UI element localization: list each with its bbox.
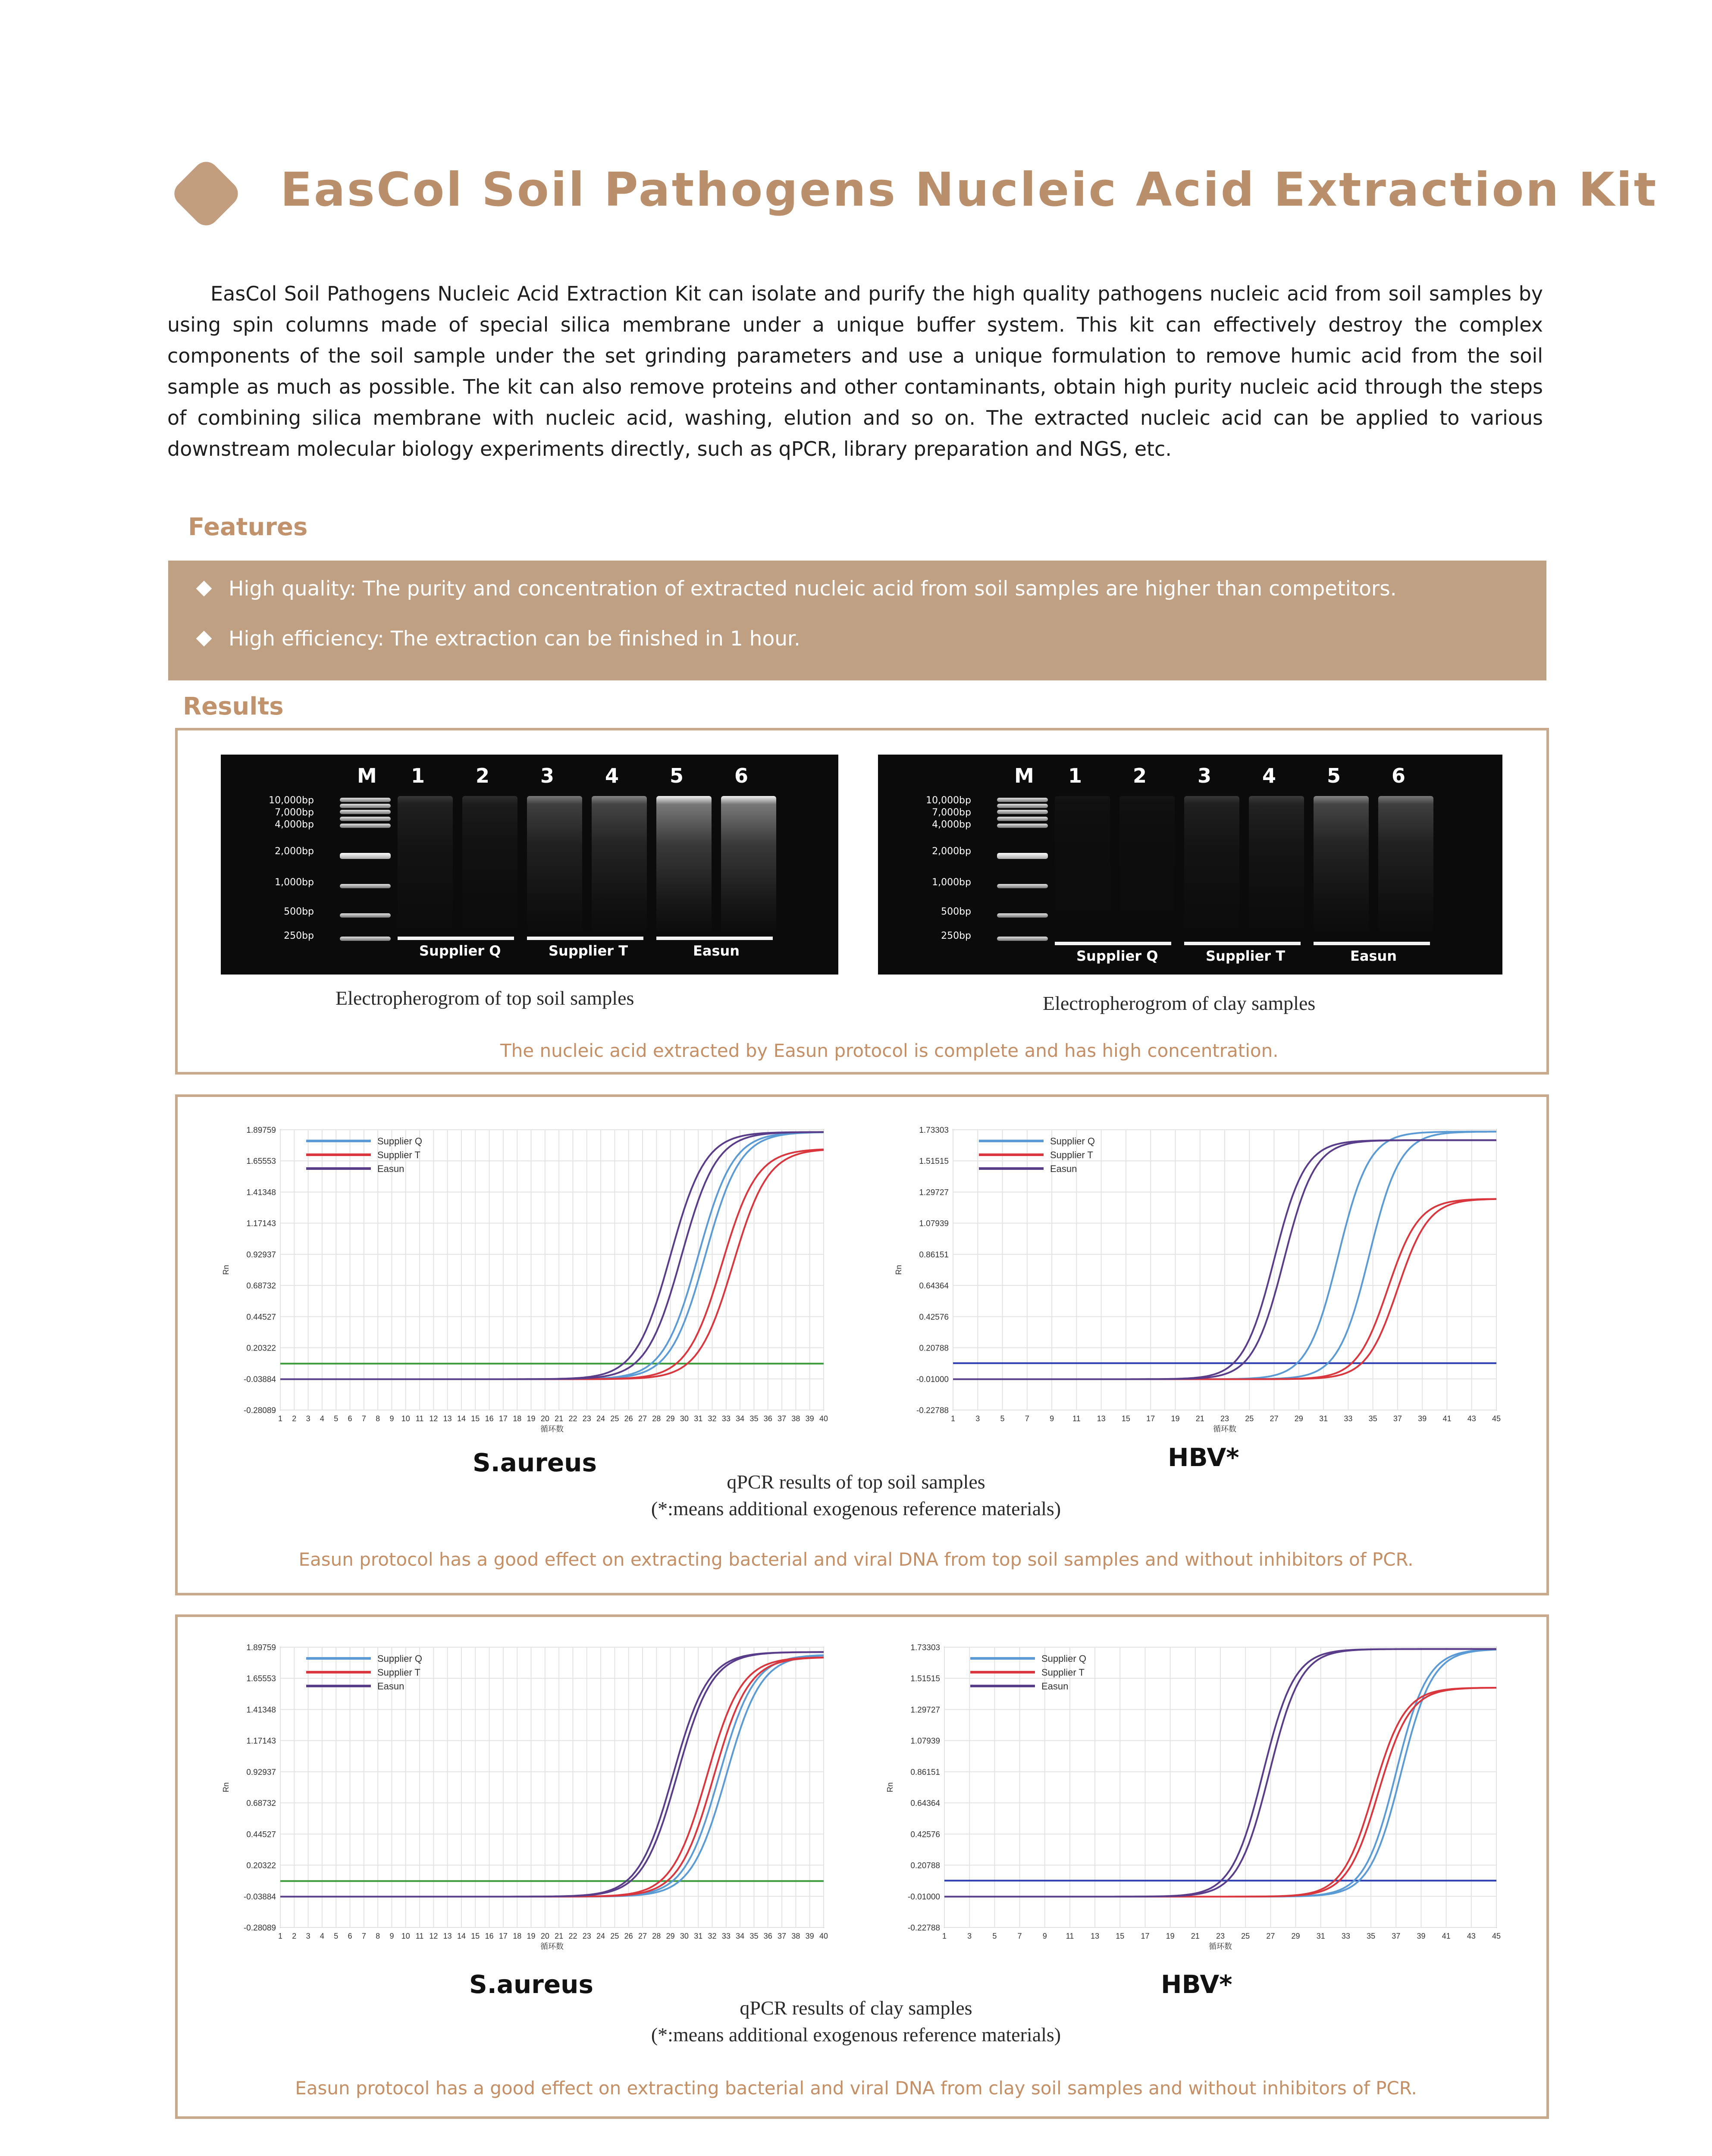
x-tick-label: 9 [389, 1932, 394, 1940]
x-tick-label: 35 [749, 1932, 759, 1940]
y-tick-label: 0.64364 [910, 1799, 940, 1808]
y-tick-label: 0.20788 [919, 1344, 949, 1353]
ladder-band [997, 804, 1048, 808]
qpcr-chart-hbv-top [888, 1121, 1501, 1440]
x-tick-label: 29 [666, 1414, 675, 1423]
x-tick-label: 40 [819, 1932, 828, 1940]
lane-label: M [1014, 764, 1034, 787]
x-tick-label: 35 [1367, 1932, 1376, 1940]
x-tick-label: 30 [680, 1414, 689, 1423]
lane-label: 1 [411, 764, 425, 787]
plot-area [280, 1647, 824, 1927]
group-label: Supplier T [549, 943, 628, 959]
x-tick-label: 31 [694, 1414, 703, 1423]
x-tick-label: 11 [1072, 1414, 1081, 1423]
x-tick-label: 12 [429, 1414, 438, 1423]
x-tick-label: 8 [376, 1932, 380, 1940]
x-tick-label: 5 [1000, 1414, 1005, 1423]
x-tick-label: 9 [389, 1414, 394, 1423]
x-tick-label: 33 [721, 1414, 731, 1423]
target-label: HBV* [1161, 1970, 1232, 1999]
qpcr-svg [880, 1639, 1501, 1958]
lane-label: 2 [1133, 764, 1147, 787]
y-tick-label: 0.20322 [246, 1861, 276, 1871]
x-tick-label: 45 [1492, 1414, 1501, 1423]
sample-lane [1184, 796, 1239, 934]
x-tick-label: 43 [1467, 1414, 1476, 1423]
x-tick-label: 1 [278, 1932, 283, 1940]
lane-label: 5 [670, 764, 684, 787]
x-tick-label: 23 [1216, 1932, 1225, 1940]
ladder-band [997, 817, 1048, 821]
x-tick-label: 27 [638, 1932, 647, 1940]
x-tick-label: 15 [471, 1932, 480, 1940]
gel-image-top-soil [221, 755, 838, 975]
qpcr-svg [216, 1639, 828, 1958]
x-tick-label: 15 [1121, 1414, 1130, 1423]
x-tick-label: 7 [361, 1414, 366, 1423]
ladder-band [997, 937, 1048, 941]
legend-label: Easun [377, 1681, 404, 1692]
x-tick-label: 17 [499, 1414, 508, 1423]
results-heading: Results [183, 693, 284, 721]
x-tick-label: 19 [527, 1414, 536, 1423]
ladder-band [340, 937, 391, 941]
x-tick-label: 39 [805, 1932, 814, 1940]
intro-paragraph [167, 278, 1543, 464]
x-tick-label: 10 [401, 1932, 410, 1940]
sample-lane [592, 796, 647, 934]
x-tick-label: 37 [1392, 1932, 1401, 1940]
ladder-size-label: 10,000bp [926, 795, 971, 806]
x-tick-label: 21 [555, 1932, 564, 1940]
ladder-band [340, 853, 391, 859]
x-tick-label: 45 [1492, 1932, 1501, 1940]
x-tick-label: 20 [540, 1414, 549, 1423]
ladder-band [997, 798, 1048, 802]
y-tick-label: 1.89759 [246, 1126, 276, 1135]
x-tick-label: 36 [763, 1932, 772, 1940]
x-tick-label: 39 [1418, 1414, 1427, 1423]
group-underline [527, 937, 643, 940]
x-axis-label: 循环数 [1213, 1425, 1236, 1433]
y-tick-label: -0.01000 [916, 1375, 949, 1384]
ladder-size-label: 1,000bp [275, 877, 314, 888]
x-axis-label: 循环数 [540, 1425, 564, 1433]
x-tick-label: 1 [950, 1414, 956, 1423]
x-tick-label: 34 [736, 1414, 745, 1423]
x-tick-label: 14 [457, 1932, 466, 1940]
group-underline [1184, 942, 1301, 945]
y-axis-label: Rn [222, 1782, 230, 1792]
ladder-size-label: 2,000bp [932, 846, 971, 857]
x-tick-label: 23 [582, 1932, 591, 1940]
qpcr-chart-hbv-clay [880, 1639, 1501, 1958]
x-axis-label: 循环数 [1209, 1942, 1232, 1951]
ladder-band [340, 817, 391, 821]
x-tick-label: 14 [457, 1414, 466, 1423]
lane-label: 5 [1327, 764, 1341, 787]
sample-lane [1378, 796, 1433, 934]
y-axis-label: Rn [886, 1782, 894, 1792]
x-tick-label: 21 [1191, 1932, 1200, 1940]
x-tick-label: 26 [624, 1414, 633, 1423]
x-tick-label: 40 [819, 1414, 828, 1423]
legend-label: Supplier Q [377, 1653, 422, 1664]
y-tick-label: -0.03884 [243, 1892, 276, 1902]
y-tick-label: 1.17143 [246, 1736, 276, 1746]
group-underline [1314, 942, 1430, 945]
x-tick-label: 25 [610, 1932, 619, 1940]
lane-label: 2 [476, 764, 490, 787]
target-label: S.aureus [469, 1970, 593, 1999]
x-tick-label: 10 [401, 1414, 410, 1423]
legend-label: Supplier Q [1041, 1653, 1086, 1664]
x-tick-label: 23 [582, 1414, 591, 1423]
qpcr-chart-saureus-top [216, 1121, 828, 1440]
ladder-band [340, 913, 391, 918]
x-tick-label: 7 [1017, 1932, 1022, 1940]
x-tick-label: 16 [485, 1414, 494, 1423]
feature-text: High efficiency: The extraction can be finished in 1 hour. [229, 627, 800, 651]
sample-lane [462, 796, 517, 934]
x-tick-label: 37 [1393, 1414, 1402, 1423]
diamond-bullet-icon [196, 630, 212, 646]
lane-label: 4 [1262, 764, 1276, 787]
x-tick-label: 1 [278, 1414, 283, 1423]
x-tick-label: 32 [708, 1414, 717, 1423]
gel-clay-caption: Electropherogrom of clay samples [1043, 992, 1316, 1014]
y-tick-label: 0.44527 [246, 1313, 276, 1322]
y-tick-label: -0.22788 [907, 1924, 940, 1933]
x-tick-label: 1 [942, 1932, 947, 1940]
x-tick-label: 29 [666, 1932, 675, 1940]
qpcr-top-caption-2: (*:means additional exogenous reference materials) [651, 1498, 1061, 1520]
group-label: Supplier Q [419, 943, 501, 959]
sample-lane [398, 796, 453, 934]
ladder-band [997, 853, 1048, 859]
ladder-size-label: 7,000bp [932, 807, 971, 818]
x-tick-label: 13 [443, 1414, 452, 1423]
x-tick-label: 7 [361, 1932, 366, 1940]
x-tick-label: 37 [778, 1414, 787, 1423]
lane-label: 4 [605, 764, 619, 787]
legend-label: Supplier T [377, 1667, 420, 1678]
lane-label: 3 [540, 764, 555, 787]
y-tick-label: -0.01000 [907, 1892, 940, 1902]
x-tick-label: 3 [306, 1414, 310, 1423]
x-tick-label: 15 [1116, 1932, 1125, 1940]
y-tick-label: 0.86151 [919, 1250, 949, 1260]
x-tick-label: 2 [292, 1932, 297, 1940]
x-tick-label: 30 [680, 1932, 689, 1940]
y-tick-label: -0.28089 [243, 1924, 276, 1933]
x-tick-label: 5 [334, 1932, 339, 1940]
target-label: HBV* [1168, 1443, 1239, 1472]
ladder-size-label: 4,000bp [932, 819, 971, 830]
y-tick-label: 0.68732 [246, 1282, 276, 1291]
y-tick-label: 0.20788 [910, 1861, 940, 1871]
y-tick-label: 0.44527 [246, 1830, 276, 1839]
x-tick-label: 31 [694, 1932, 703, 1940]
qpcr-clay-note: Easun protocol has a good effect on extracting bacterial and viral DNA from clay soil samples and without inhibitors of PCR. [295, 2078, 1417, 2099]
x-tick-label: 4 [320, 1932, 324, 1940]
x-tick-label: 33 [721, 1932, 731, 1940]
x-tick-label: 19 [527, 1932, 536, 1940]
ladder-size-label: 10,000bp [269, 795, 314, 806]
y-tick-label: 1.29727 [919, 1188, 949, 1197]
x-tick-label: 29 [1291, 1932, 1300, 1940]
features-heading: Features [188, 513, 308, 541]
y-tick-label: 0.86151 [910, 1767, 940, 1777]
x-tick-label: 28 [652, 1932, 661, 1940]
qpcr-clay-caption-2: (*:means additional exogenous reference materials) [651, 2024, 1061, 2046]
ladder-band [340, 798, 391, 802]
x-tick-label: 18 [513, 1932, 522, 1940]
y-tick-label: 0.68732 [246, 1799, 276, 1808]
y-tick-label: -0.03884 [243, 1375, 276, 1384]
x-tick-label: 8 [376, 1414, 380, 1423]
sample-lane [656, 796, 712, 934]
lane-label: M [357, 764, 377, 787]
qpcr-svg [216, 1121, 828, 1440]
lane-label: 6 [1392, 764, 1406, 787]
x-tick-label: 39 [1417, 1932, 1426, 1940]
group-underline [1055, 942, 1171, 945]
qpcr-svg [888, 1121, 1501, 1440]
lane-label: 6 [734, 764, 749, 787]
x-tick-label: 21 [1195, 1414, 1204, 1423]
x-tick-label: 27 [1270, 1414, 1279, 1423]
x-tick-label: 9 [1042, 1932, 1047, 1940]
x-tick-label: 33 [1344, 1414, 1353, 1423]
ladder-size-label: 1,000bp [932, 877, 971, 888]
x-tick-label: 38 [791, 1932, 800, 1940]
target-label: S.aureus [473, 1448, 597, 1477]
x-tick-label: 24 [596, 1932, 605, 1940]
x-tick-label: 36 [763, 1414, 772, 1423]
group-label: Easun [693, 943, 740, 959]
y-tick-label: 1.73303 [919, 1126, 949, 1135]
ladder-size-label: 4,000bp [275, 819, 314, 830]
y-tick-label: 1.51515 [910, 1674, 940, 1684]
x-tick-label: 16 [485, 1932, 494, 1940]
y-tick-label: 0.42576 [910, 1830, 940, 1839]
legend-label: Easun [1050, 1163, 1077, 1174]
ladder-band [997, 824, 1048, 828]
title-diamond-icon [169, 157, 243, 231]
x-tick-label: 21 [555, 1414, 564, 1423]
sample-lane [1119, 796, 1175, 934]
x-tick-label: 29 [1294, 1414, 1303, 1423]
legend-label: Supplier Q [377, 1136, 422, 1147]
sample-lane [1249, 796, 1304, 934]
ladder-band [997, 913, 1048, 918]
y-tick-label: 1.89759 [246, 1643, 276, 1652]
x-tick-label: 20 [540, 1932, 549, 1940]
ladder-band [340, 884, 391, 888]
ladder-size-label: 250bp [941, 931, 971, 941]
feature-item [198, 627, 800, 651]
x-tick-label: 19 [1166, 1932, 1175, 1940]
x-tick-label: 6 [348, 1414, 352, 1423]
gel-image-clay [878, 755, 1502, 975]
x-tick-label: 28 [652, 1414, 661, 1423]
legend-label: Supplier T [1041, 1667, 1085, 1678]
x-tick-label: 39 [805, 1414, 814, 1423]
x-tick-label: 17 [1141, 1932, 1150, 1940]
x-tick-label: 3 [975, 1414, 980, 1423]
legend-label: Supplier T [1050, 1150, 1093, 1160]
x-axis-label: 循环数 [540, 1942, 564, 1951]
x-tick-label: 9 [1050, 1414, 1054, 1423]
y-tick-label: -0.28089 [243, 1406, 276, 1415]
group-label: Supplier Q [1076, 948, 1158, 964]
feature-text: High quality: The purity and concentration of extracted nucleic acid from soil samples are higher than competitors. [229, 577, 1397, 601]
x-tick-label: 2 [292, 1414, 297, 1423]
y-tick-label: 1.17143 [246, 1219, 276, 1228]
x-tick-label: 11 [415, 1414, 424, 1423]
y-tick-label: 1.65553 [246, 1157, 276, 1166]
x-tick-label: 11 [415, 1932, 424, 1940]
gel-top-caption: Electropherogrom of top soil samples [336, 987, 634, 1009]
x-tick-label: 37 [778, 1932, 787, 1940]
sample-lane [1314, 796, 1369, 934]
sample-lane [721, 796, 776, 934]
lane-label: 3 [1198, 764, 1212, 787]
x-tick-label: 25 [610, 1414, 619, 1423]
x-tick-label: 15 [471, 1414, 480, 1423]
group-label: Easun [1350, 948, 1397, 964]
x-tick-label: 6 [348, 1932, 352, 1940]
ladder-band [997, 810, 1048, 814]
x-tick-label: 41 [1442, 1932, 1451, 1940]
y-tick-label: 1.51515 [919, 1157, 949, 1166]
x-tick-label: 13 [1091, 1932, 1100, 1940]
x-tick-label: 35 [1368, 1414, 1377, 1423]
x-tick-label: 3 [306, 1932, 310, 1940]
y-tick-label: 1.29727 [910, 1705, 940, 1715]
x-tick-label: 25 [1245, 1414, 1254, 1423]
x-tick-label: 12 [429, 1932, 438, 1940]
y-tick-label: 1.07939 [910, 1736, 940, 1746]
x-tick-label: 17 [499, 1932, 508, 1940]
y-tick-label: 1.07939 [919, 1219, 949, 1228]
group-underline [398, 937, 514, 940]
x-tick-label: 32 [708, 1932, 717, 1940]
y-tick-label: 1.41348 [246, 1705, 276, 1715]
qpcr-chart-saureus-clay [216, 1639, 828, 1958]
x-tick-label: 17 [1146, 1414, 1155, 1423]
ladder-band [340, 810, 391, 814]
x-tick-label: 27 [638, 1414, 647, 1423]
ladder-size-label: 250bp [284, 931, 314, 941]
x-tick-label: 34 [736, 1932, 745, 1940]
y-tick-label: 0.92937 [246, 1250, 276, 1260]
x-tick-label: 19 [1171, 1414, 1180, 1423]
ladder-size-label: 500bp [284, 906, 314, 917]
x-tick-label: 24 [596, 1414, 605, 1423]
x-tick-label: 22 [568, 1414, 577, 1423]
x-tick-label: 5 [992, 1932, 997, 1940]
x-tick-label: 4 [320, 1414, 324, 1423]
qpcr-clay-caption-1: qPCR results of clay samples [740, 1997, 972, 2019]
lane-label: 1 [1068, 764, 1082, 787]
x-tick-label: 31 [1319, 1414, 1328, 1423]
ladder-size-label: 7,000bp [275, 807, 314, 818]
y-tick-label: 0.42576 [919, 1313, 949, 1322]
ladder-band [997, 884, 1048, 888]
group-label: Supplier T [1206, 948, 1286, 964]
y-axis-label: Rn [222, 1265, 230, 1275]
ladder-band [340, 824, 391, 828]
x-tick-label: 18 [513, 1414, 522, 1423]
x-tick-label: 43 [1467, 1932, 1476, 1940]
x-tick-label: 3 [967, 1932, 972, 1940]
legend-label: Supplier Q [1050, 1136, 1095, 1147]
ladder-size-label: 2,000bp [275, 846, 314, 857]
x-tick-label: 25 [1241, 1932, 1250, 1940]
intro-text: EasCol Soil Pathogens Nucleic Acid Extraction Kit can isolate and purify the high quality pathogens nucleic acid from soil samples by using spin columns made of special silica membrane under a unique buffer system. This kit can effectively destroy the complex components of the soil sample under the set grinding parameters and use a unique formulation to remove humic acid from the soil sample as much as possible. The kit can also remove proteins and other contaminants, obtain high purity nucleic acid through the steps of combining silica membrane with nucleic acid, washing, elution and so on. The extracted nucleic acid can be applied to various downstream molecular biology experiments directly, such as qPCR, library preparation and NGS, etc. [167, 282, 1543, 461]
x-tick-label: 38 [791, 1414, 800, 1423]
y-tick-label: 0.20322 [246, 1344, 276, 1353]
feature-item [198, 577, 1397, 601]
x-tick-label: 7 [1025, 1414, 1029, 1423]
legend-label: Easun [1041, 1681, 1069, 1692]
x-tick-label: 13 [443, 1932, 452, 1940]
ladder-size-label: 500bp [941, 906, 971, 917]
plot-area [280, 1130, 824, 1410]
diamond-bullet-icon [196, 580, 212, 596]
legend-label: Supplier T [377, 1150, 420, 1160]
y-tick-label: 0.92937 [246, 1767, 276, 1777]
x-tick-label: 11 [1066, 1932, 1074, 1940]
group-underline [656, 937, 773, 940]
x-tick-label: 23 [1220, 1414, 1229, 1423]
y-axis-label: Rn [894, 1265, 903, 1275]
x-tick-label: 22 [568, 1932, 577, 1940]
x-tick-label: 13 [1097, 1414, 1106, 1423]
y-tick-label: 1.41348 [246, 1188, 276, 1197]
x-tick-label: 33 [1341, 1932, 1350, 1940]
y-tick-label: 1.65553 [246, 1674, 276, 1684]
legend-label: Easun [377, 1163, 404, 1174]
x-tick-label: 35 [749, 1414, 759, 1423]
sample-lane [1055, 796, 1110, 934]
y-tick-label: 1.73303 [910, 1643, 940, 1652]
gel-note: The nucleic acid extracted by Easun protocol is complete and has high concentration. [500, 1040, 1279, 1061]
page-title: EasCol Soil Pathogens Nucleic Acid Extraction Kit [280, 163, 1658, 217]
x-tick-label: 31 [1316, 1932, 1325, 1940]
qpcr-top-note: Easun protocol has a good effect on extracting bacterial and viral DNA from top soil samples and without inhibitors of PCR. [298, 1549, 1414, 1570]
qpcr-top-caption-1: qPCR results of top soil samples [727, 1471, 985, 1493]
x-tick-label: 41 [1442, 1414, 1452, 1423]
sample-lane [527, 796, 582, 934]
x-tick-label: 27 [1266, 1932, 1275, 1940]
x-tick-label: 26 [624, 1932, 633, 1940]
ladder-band [340, 804, 391, 808]
y-tick-label: 0.64364 [919, 1282, 949, 1291]
y-tick-label: -0.22788 [916, 1406, 949, 1415]
x-tick-label: 5 [334, 1414, 339, 1423]
